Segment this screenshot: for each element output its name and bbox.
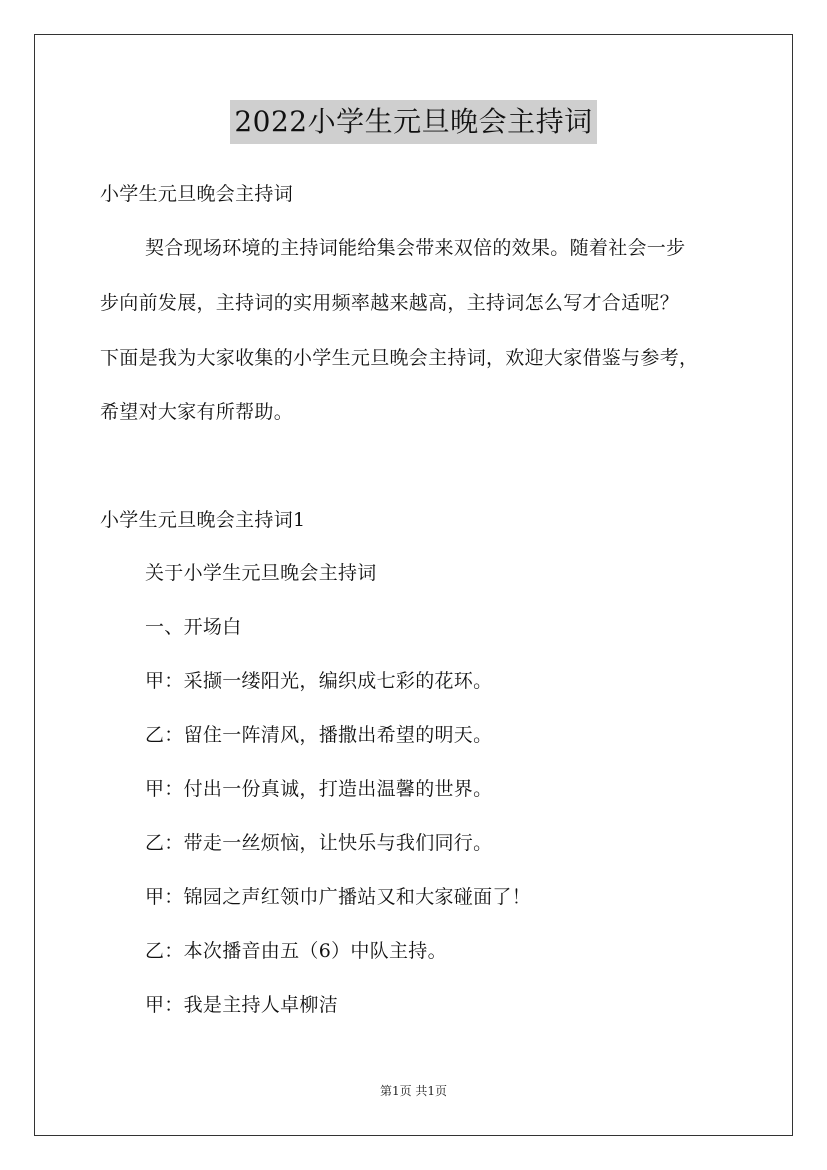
dialogue-line: 乙：本次播音由五（6）中队主持。 [145,940,447,962]
part-heading: 一、开场白 [145,616,242,638]
document-title: 2022小学生元旦晚会主持词 [230,100,596,144]
page-footer: 第1页 共1页 [379,1084,448,1098]
document-subtitle: 小学生元旦晚会主持词 [100,183,294,205]
dialogue-line: 甲：付出一份真诚，打造出温馨的世界。 [145,778,493,800]
section-heading: 小学生元旦晚会主持词1 [100,509,306,531]
dialogue-line: 甲：我是主持人卓柳洁 [145,994,339,1016]
dialogue-line: 乙：留住一阵清风，播撒出希望的明天。 [145,724,493,746]
intro-line-3: 下面是我为大家收集的小学生元旦晚会主持词，欢迎大家借鉴与参考， [100,347,699,369]
dialogue-line: 甲：采撷一缕阳光，编织成七彩的花环。 [145,670,493,692]
intro-line-1: 契合现场环境的主持词能给集会带来双倍的效果。随着社会一步 [145,237,686,259]
title-container [0,100,827,144]
intro-line-4: 希望对大家有所帮助。 [100,401,294,423]
section-subheading: 关于小学生元旦晚会主持词 [145,562,377,584]
intro-line-2: 步向前发展，主持词的实用频率越来越高，主持词怎么写才合适呢？ [100,292,680,314]
dialogue-line: 乙：带走一丝烦恼，让快乐与我们同行。 [145,832,493,854]
dialogue-line: 甲：锦园之声红领巾广播站又和大家碰面了！ [145,886,532,908]
